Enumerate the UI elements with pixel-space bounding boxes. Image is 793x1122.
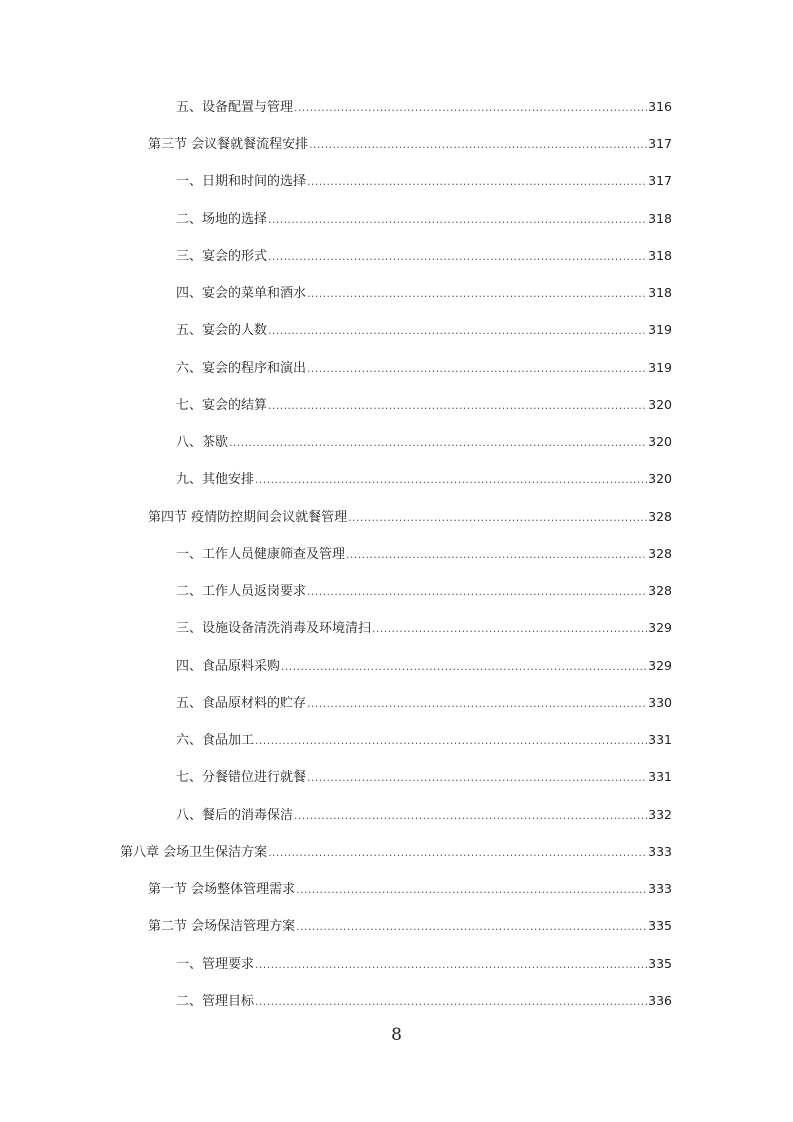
toc-entry[interactable] bbox=[176, 357, 672, 381]
toc-entry[interactable] bbox=[176, 804, 672, 828]
toc-entry-title: 七、宴会的结算 bbox=[176, 398, 268, 413]
toc-entry-title: 三、设施设备清洗消毒及环境清扫 bbox=[176, 621, 372, 636]
toc-entry-page: 336 bbox=[648, 993, 672, 1008]
toc-entry-title: 七、分餐错位进行就餐 bbox=[176, 770, 307, 785]
toc-entry[interactable] bbox=[176, 580, 672, 604]
toc-entry[interactable] bbox=[176, 431, 672, 455]
toc-entry-title: 第三节 会议餐就餐流程安排 bbox=[148, 137, 309, 152]
toc-leader-dots bbox=[268, 250, 647, 263]
toc-leader-dots bbox=[268, 324, 647, 337]
toc-entry[interactable] bbox=[176, 543, 672, 567]
toc-entry[interactable] bbox=[176, 692, 672, 716]
toc-leader-dots bbox=[348, 511, 647, 524]
toc-entry-page: 320 bbox=[648, 434, 672, 449]
toc-leader-dots bbox=[255, 473, 647, 486]
toc-entry-title: 五、宴会的人数 bbox=[176, 323, 268, 338]
toc-entry-title: 一、工作人员健康筛查及管理 bbox=[176, 547, 346, 562]
toc-entry[interactable] bbox=[176, 729, 672, 753]
toc-entry-page: 316 bbox=[648, 99, 672, 114]
toc-entry[interactable] bbox=[176, 990, 672, 1014]
toc-entry-title: 第四节 疫情防控期间会议就餐管理 bbox=[148, 510, 348, 525]
toc-entry-title: 六、宴会的程序和演出 bbox=[176, 361, 307, 376]
toc-entry-title: 第一节 会场整体管理需求 bbox=[148, 882, 296, 897]
toc-entry-page: 319 bbox=[648, 322, 672, 337]
toc-entry[interactable] bbox=[148, 878, 672, 902]
toc-leader-dots bbox=[255, 958, 647, 971]
toc-entry[interactable] bbox=[120, 841, 672, 865]
toc-leader-dots bbox=[255, 734, 647, 747]
toc-entry[interactable] bbox=[176, 468, 672, 492]
toc-entry-title: 二、工作人员返岗要求 bbox=[176, 584, 307, 599]
toc-entry[interactable] bbox=[176, 170, 672, 194]
toc-entry-title: 一、日期和时间的选择 bbox=[176, 174, 307, 189]
toc-entry[interactable] bbox=[176, 655, 672, 679]
toc-entry-page: 328 bbox=[648, 546, 672, 561]
toc-leader-dots bbox=[307, 287, 647, 300]
toc-entry-page: 318 bbox=[648, 285, 672, 300]
toc-entry-page: 329 bbox=[648, 658, 672, 673]
toc-entry-title: 四、食品原料采购 bbox=[176, 659, 281, 674]
toc-entry-page: 317 bbox=[648, 136, 672, 151]
toc-leader-dots bbox=[268, 399, 647, 412]
toc-entry-title: 六、食品加工 bbox=[176, 733, 255, 748]
toc-entry[interactable] bbox=[176, 208, 672, 232]
toc-entry-title: 五、食品原材料的贮存 bbox=[176, 696, 307, 711]
toc-entry[interactable] bbox=[148, 133, 672, 157]
toc-leader-dots bbox=[372, 622, 647, 635]
toc-entry-page: 328 bbox=[648, 509, 672, 524]
toc-entry-page: 330 bbox=[648, 695, 672, 710]
toc-entry[interactable] bbox=[176, 245, 672, 269]
toc-leader-dots bbox=[255, 995, 647, 1008]
toc-entry-title: 第八章 会场卫生保洁方案 bbox=[120, 845, 268, 860]
toc-leader-dots bbox=[309, 138, 647, 151]
toc-leader-dots bbox=[307, 771, 647, 784]
toc-entry-title: 八、茶歇 bbox=[176, 435, 229, 450]
toc-entry-page: 319 bbox=[648, 360, 672, 375]
toc-entry-title: 二、管理目标 bbox=[176, 994, 255, 1009]
toc-entry-title: 一、管理要求 bbox=[176, 957, 255, 972]
toc-entry-page: 333 bbox=[648, 844, 672, 859]
toc-leader-dots bbox=[296, 920, 647, 933]
page-number: 8 bbox=[391, 1025, 402, 1045]
toc-leader-dots bbox=[307, 362, 647, 375]
toc-entry-title: 四、宴会的菜单和酒水 bbox=[176, 286, 307, 301]
toc-leader-dots bbox=[268, 846, 647, 859]
toc-leader-dots bbox=[268, 213, 647, 226]
toc-entry-page: 333 bbox=[648, 881, 672, 896]
toc-entry-page: 329 bbox=[648, 620, 672, 635]
toc-entry-page: 320 bbox=[648, 471, 672, 486]
toc-entry[interactable] bbox=[176, 394, 672, 418]
toc-leader-dots bbox=[294, 809, 647, 822]
toc-entry-page: 335 bbox=[648, 918, 672, 933]
toc-leader-dots bbox=[307, 175, 647, 188]
toc-leader-dots bbox=[307, 697, 647, 710]
toc-entry-title: 二、场地的选择 bbox=[176, 212, 268, 227]
toc-entry-page: 331 bbox=[648, 769, 672, 784]
toc-entry-page: 331 bbox=[648, 732, 672, 747]
toc-entry-title: 五、设备配置与管理 bbox=[176, 100, 294, 115]
toc-entry-page: 328 bbox=[648, 583, 672, 598]
toc-entry-title: 九、其他安排 bbox=[176, 472, 255, 487]
toc-entry[interactable] bbox=[176, 96, 672, 120]
toc-entry-page: 332 bbox=[648, 807, 672, 822]
toc-entry-page: 318 bbox=[648, 248, 672, 263]
toc-leader-dots bbox=[294, 101, 647, 114]
toc-entry[interactable] bbox=[176, 282, 672, 306]
toc-entry-title: 第二节 会场保洁管理方案 bbox=[148, 919, 296, 934]
toc-entry-page: 335 bbox=[648, 956, 672, 971]
toc-entry-page: 317 bbox=[648, 173, 672, 188]
toc-entry[interactable] bbox=[148, 506, 672, 530]
toc-leader-dots bbox=[281, 660, 647, 673]
toc-entry[interactable] bbox=[176, 319, 672, 343]
toc-entry[interactable] bbox=[176, 953, 672, 977]
toc-entry-title: 三、宴会的形式 bbox=[176, 249, 268, 264]
toc-entry[interactable] bbox=[148, 915, 672, 939]
toc-leader-dots bbox=[346, 548, 647, 561]
toc-entry-page: 318 bbox=[648, 211, 672, 226]
toc-entry-title: 八、餐后的消毒保洁 bbox=[176, 808, 294, 823]
toc-leader-dots bbox=[229, 436, 647, 449]
toc-leader-dots bbox=[296, 883, 647, 896]
toc-entry-page: 320 bbox=[648, 397, 672, 412]
toc-entry[interactable] bbox=[176, 766, 672, 790]
toc-leader-dots bbox=[307, 585, 647, 598]
toc-entry[interactable] bbox=[176, 617, 672, 641]
